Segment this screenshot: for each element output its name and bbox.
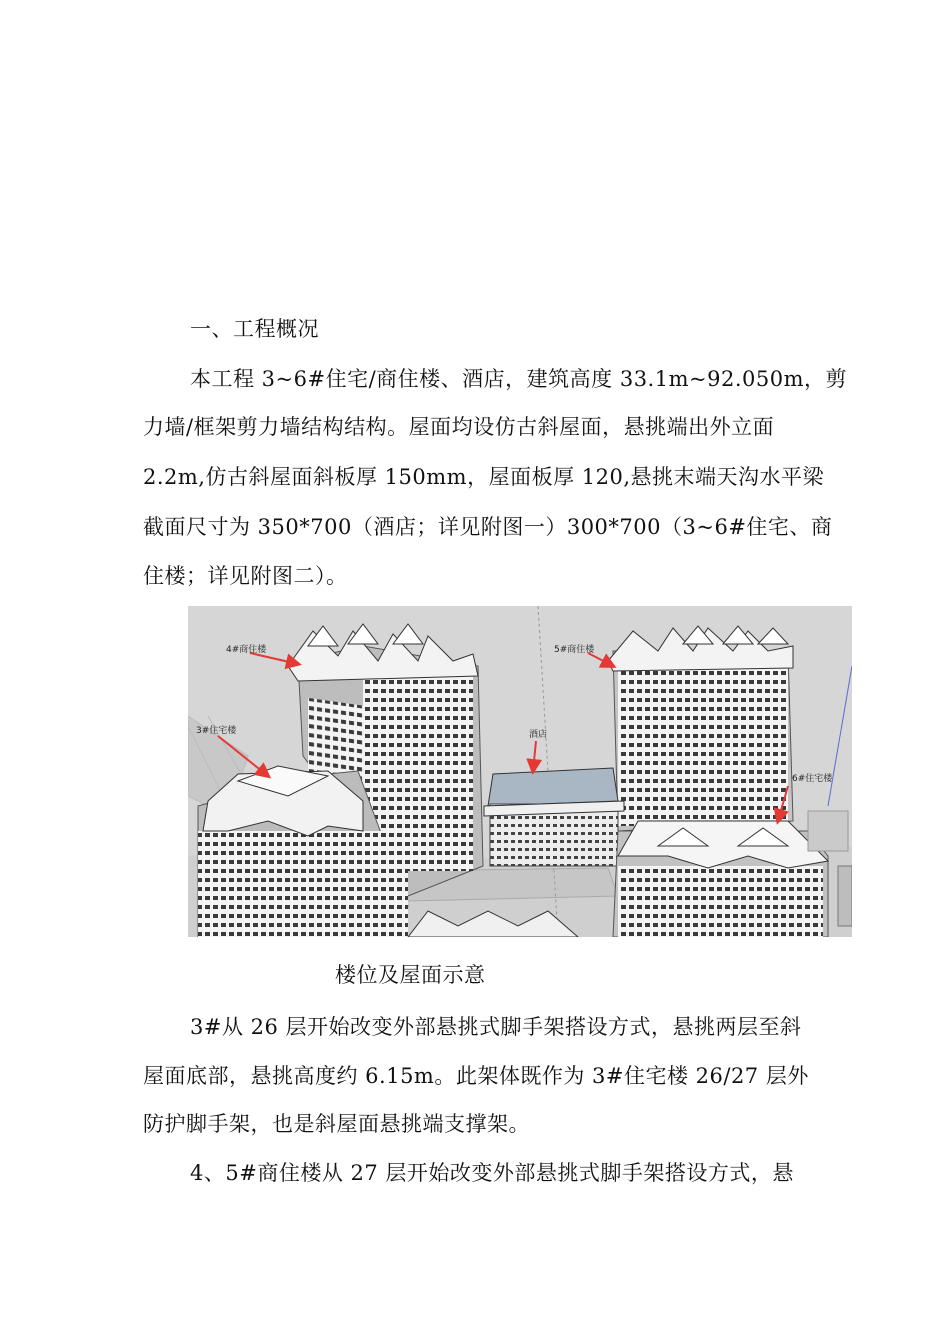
- label-building-4: 4#商住楼: [226, 645, 267, 655]
- figure-caption: 楼位及屋面示意: [335, 963, 486, 987]
- paragraph-1-line-2: 力墙/框架剪力墙结构结构。屋面均设仿古斜屋面，悬挑端出外立面: [143, 415, 775, 439]
- paragraph-1-line-4: 截面尺寸为 350*700（酒店；详见附图一）300*700（3~6#住宅、商: [143, 515, 833, 539]
- section-heading: 一、工程概况: [190, 317, 319, 341]
- label-hotel: 酒店: [529, 730, 548, 740]
- label-building-6: 6#住宅楼: [792, 774, 833, 784]
- paragraph-2-line-1: 3#从 26 层开始改变外部悬挑式脚手架搭设方式，悬挑两层至斜: [190, 1015, 802, 1039]
- label-building-5: 5#商住楼: [554, 645, 595, 655]
- paragraph-2-line-3: 防护脚手架，也是斜屋面悬挑端支撑架。: [143, 1112, 530, 1136]
- hotel-building: [484, 768, 624, 866]
- label-building-3: 3#住宅楼: [196, 726, 237, 736]
- paragraph-3-line-1: 4、5#商住楼从 27 层开始改变外部悬挑式脚手架搭设方式，悬: [190, 1161, 794, 1185]
- building-rendering-image: [188, 606, 852, 937]
- paragraph-1-line-1: 本工程 3~6#住宅/商住楼、酒店，建筑高度 33.1m~92.050m，剪: [190, 367, 847, 391]
- building-6: [613, 821, 828, 937]
- paragraph-1-line-3: 2.2m,仿古斜屋面斜板厚 150mm，屋面板厚 120,悬挑末端天沟水平梁: [143, 465, 825, 489]
- building-rendering-figure: [188, 606, 852, 937]
- paragraph-1-line-5: 住楼；详见附图二）。: [143, 564, 348, 588]
- paragraph-2-line-2: 屋面底部，悬挑高度约 6.15m。此架体既作为 3#住宅楼 26/27 层外: [143, 1064, 809, 1088]
- building-5: [608, 626, 793, 831]
